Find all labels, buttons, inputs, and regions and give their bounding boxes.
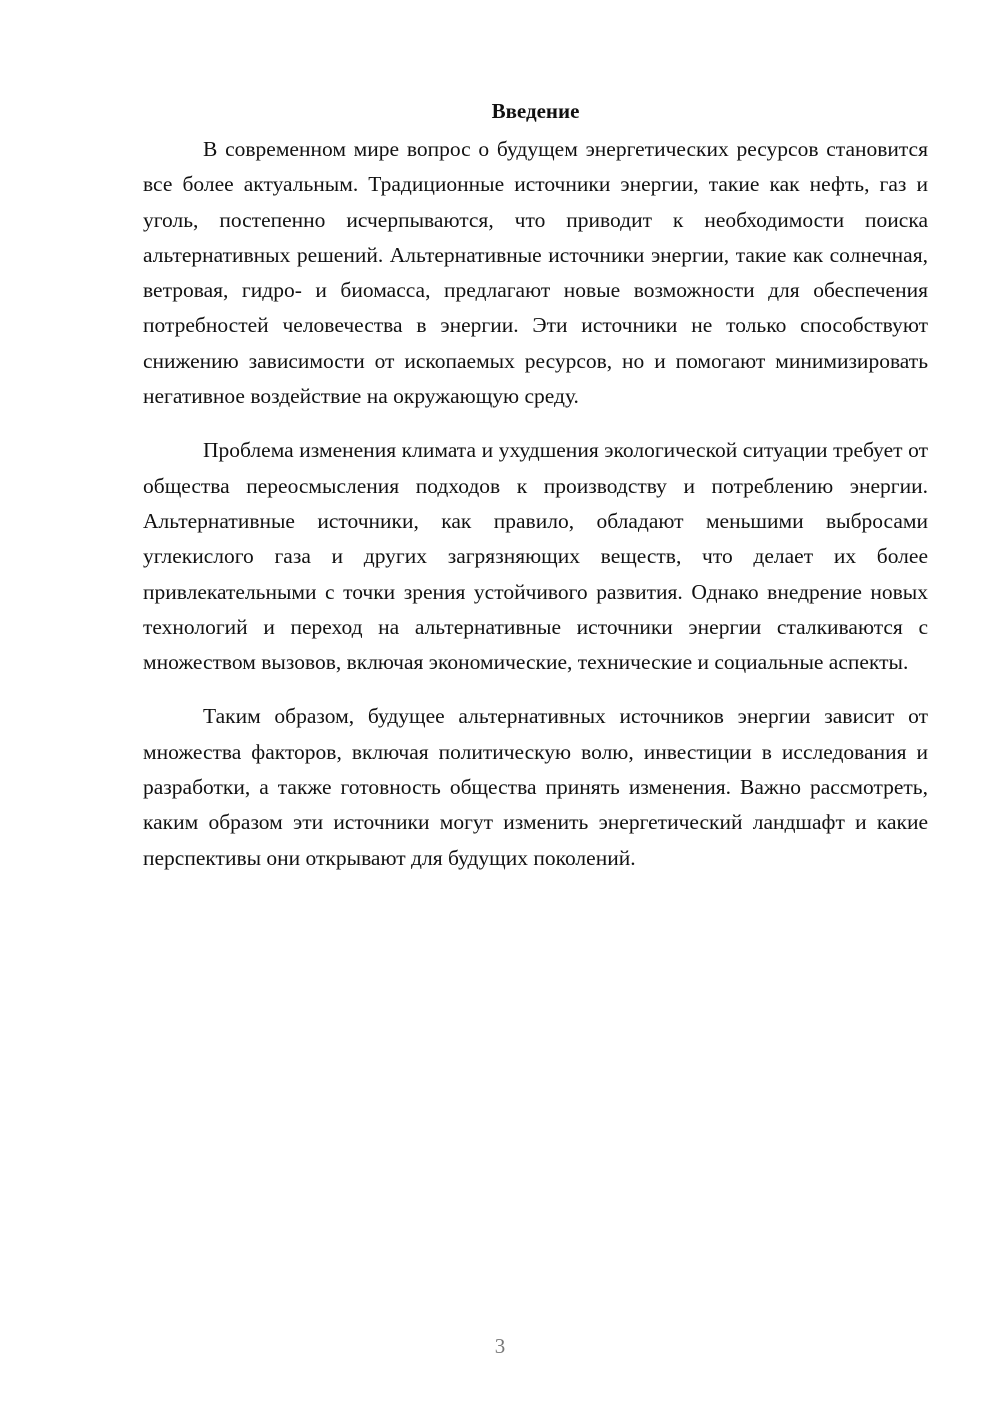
paragraph-3: Таким образом, будущее альтернативных источников энергии зависит от множества факторов, включая политическую волю, инвестиции в исследования и разработки, а также готовность общества принять изменения. Важно рассмотреть, каким образом эти источники могут изменить энергетический ландшафт и какие перспективы они открывают для будущих поколений. [143,704,928,870]
page-title: Введение [491,99,580,123]
page-content [143,96,928,895]
paragraph-1: В современном мире вопрос о будущем энергетических ресурсов становится все более актуальным. Традиционные источники энергии, такие как нефть, газ и уголь, постепенно исчерпываются, что приводит к необходимости поиска альтернативных решений. Альтернативные источники энергии, такие как солнечная, ветровая, гидро- и биомасса, предлагают новые возможности для обеспечения потребностей человечества в энергии. Эти источники не только способствуют снижению зависимости от ископаемых ресурсов, но и помогают минимизировать негативное воздействие на окружающую среду. [143,137,928,409]
paragraph-2: Проблема изменения климата и ухудшения экологической ситуации требует от общества переосмысления подходов к производству и потреблению энергии. Альтернативные источники, как правило, обладают меньшими выбросами углекислого газа и других загрязняющих веществ, что делает их более привлекательными с точки зрения устойчивого развития. Однако внедрение новых технологий и переход на альтернативные источники энергии сталкиваются с множеством вызовов, включая экономические, технические и социальные аспекты. [143,438,928,675]
page-number: 3 [494,1334,506,1358]
